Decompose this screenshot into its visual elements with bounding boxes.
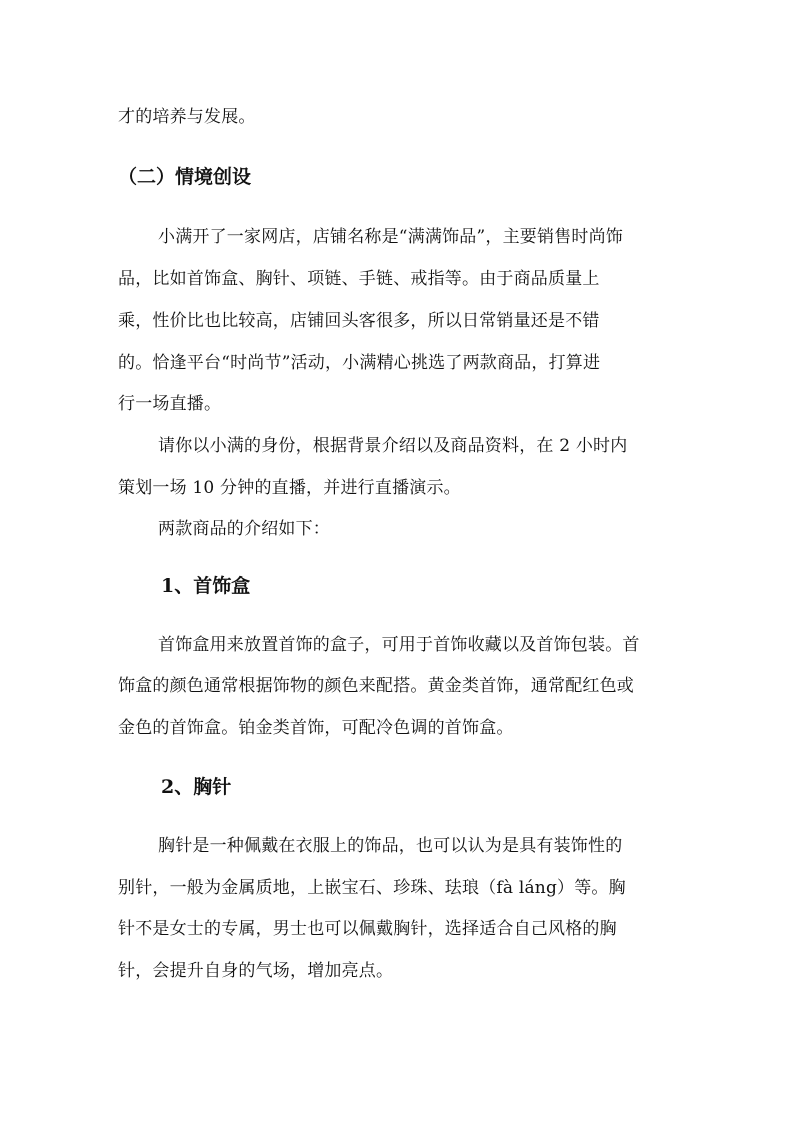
paragraph-line: 请你以小满的身份，根据背景介绍以及商品资料，在 2 小时内	[158, 436, 628, 456]
scenario-paragraph-3: 两款商品的介绍如下：	[158, 519, 330, 539]
item2-heading: 2、胸针	[161, 776, 232, 798]
paragraph-line: 首饰盒用来放置首饰的盒子，可用于首饰收藏以及首饰包装。首	[158, 635, 640, 655]
intro-tail-text: 才的培养与发展。	[118, 107, 256, 127]
paragraph-line: 策划一场 10 分钟的直播，并进行直播演示。	[118, 478, 461, 498]
paragraph-line: 品，比如首饰盒、胸针、项链、手链、戒指等。由于商品质量上	[118, 269, 600, 289]
section-heading: （二）情境创设	[118, 166, 252, 188]
paragraph-line: 的。恰逢平台“时尚节”活动，小满精心挑选了两款商品，打算进	[118, 353, 601, 373]
item1-heading: 1、首饰盒	[161, 575, 251, 597]
paragraph-line: 饰盒的颜色通常根据饰物的颜色来配搭。黄金类首饰，通常配红色或	[118, 676, 634, 696]
paragraph-line: 针，会提升自身的气场，增加亮点。	[118, 961, 394, 981]
paragraph-line: 别针，一般为金属质地，上嵌宝石、珍珠、珐琅（fà láng）等。胸	[118, 878, 626, 898]
paragraph-line: 胸针是一种佩戴在衣服上的饰品，也可以认为是具有装饰性的	[158, 836, 623, 856]
paragraph-line: 乘，性价比也比较高，店铺回头客很多，所以日常销量还是不错	[118, 311, 600, 331]
paragraph-line: 小满开了一家网店，店铺名称是“满满饰品”，主要销售时尚饰	[158, 227, 623, 247]
paragraph-line: 行一场直播。	[118, 394, 222, 414]
paragraph-line: 金色的首饰盒。铂金类首饰，可配冷色调的首饰盒。	[118, 718, 514, 738]
paragraph-line: 针不是女士的专属，男士也可以佩戴胸针，选择适合自己风格的胸	[118, 919, 617, 939]
